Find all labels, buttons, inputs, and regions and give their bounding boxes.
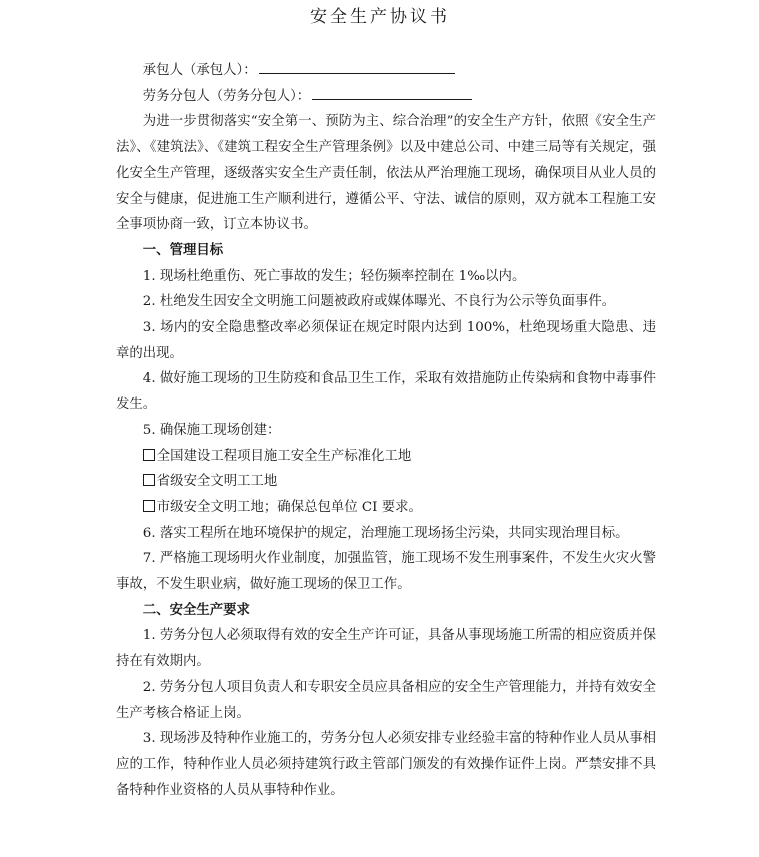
checkbox-line-provincial — [116, 469, 656, 495]
intro-paragraph: 为进一步贯彻落实“安全第一、预防为主、综合治理”的安全生产方针，依照《安全生产法》、《建筑法》、《建筑工程安全生产管理条例》以及中建总公司、中建三局等有关规定，强化安全生产管理，逐级落实安全生产责任制，依法从严治理施工现场，确保项目从业人员的安全与健康，促进施工生产顺利进行，遵循公平、守法、诚信的原则，双方就本工程施工安全事项协商一致，订立本协议书。 — [116, 114, 656, 233]
section1-item-5: 5. 确保施工现场创建： — [142, 422, 281, 438]
section1-item-1: 1. 现场杜绝重伤、死亡事故的发生；轻伤频率控制在 1‰以内。 — [142, 268, 526, 284]
checkbox-icon[interactable] — [143, 500, 155, 512]
section2-item-1: 1. 劳务分包人必须取得有效的安全生产许可证，具备从事现场施工所需的相应资质并保持在有效期内。 — [116, 628, 656, 670]
section1-item-6: 6. 落实工程所在地环境保护的规定，治理施工现场扬尘污染，共同实现治理目标。 — [142, 525, 629, 541]
section1-heading: 一、管理目标 — [142, 241, 224, 258]
labor-subcontractor-line — [116, 84, 656, 110]
section1-item-4: 4. 做好施工现场的卫生防疫和食品卫生工作，采取有效措施防止传染病和食物中毒事件发生。 — [116, 371, 656, 413]
checkbox-label: 省级安全文明工工地 — [156, 474, 278, 490]
document-body — [116, 58, 656, 803]
labor-subcontractor-blank — [312, 86, 472, 100]
labor-subcontractor-label: 劳务分包人（劳务分包人）： — [142, 88, 311, 104]
section1-item-2: 2. 杜绝发生因安全文明施工问题被政府或媒体曝光、不良行为公示等负面事件。 — [142, 294, 616, 310]
checkbox-label: 全国建设工程项目施工安全生产标准化工地 — [156, 448, 412, 464]
checkbox-label: 市级安全文明工地；确保总包单位 CI 要求。 — [156, 499, 422, 515]
checkbox-icon[interactable] — [143, 449, 155, 461]
checkbox-line-national — [116, 444, 656, 470]
section2-heading: 二、安全生产要求 — [142, 601, 250, 618]
checkbox-icon[interactable] — [143, 474, 155, 486]
contractor-blank — [259, 60, 455, 74]
section2-item-3: 3. 现场涉及特种作业施工的，劳务分包人必须安排专业经验丰富的特种作业人员从事相应的工作，特种作业人员必须持建筑行政主管部门颁发的有效操作证件上岗。严禁安排不具备特种作业资格的人员从事特种作业。 — [116, 731, 656, 798]
section1-item-3: 3. 场内的安全隐患整改率必须保证在规定时限内达到 100%，杜绝现场重大隐患、违章的出现。 — [116, 320, 656, 361]
contractor-label: 承包人（承包人）： — [142, 63, 257, 78]
section2-item-2: 2. 劳务分包人项目负责人和专职安全员应具备相应的安全生产管理能力，并持有效安全生产考核合格证上岗。 — [116, 679, 656, 721]
section1-item-7: 7. 严格施工现场明火作业制度，加强监管，施工现场不发生刑事案件，不发生火灾火警事故，不发生职业病，做好施工现场的保卫工作。 — [116, 551, 656, 593]
checkbox-line-municipal — [116, 495, 656, 521]
contractor-line — [116, 58, 656, 84]
document-title: 安全生产协议书 — [310, 7, 450, 27]
